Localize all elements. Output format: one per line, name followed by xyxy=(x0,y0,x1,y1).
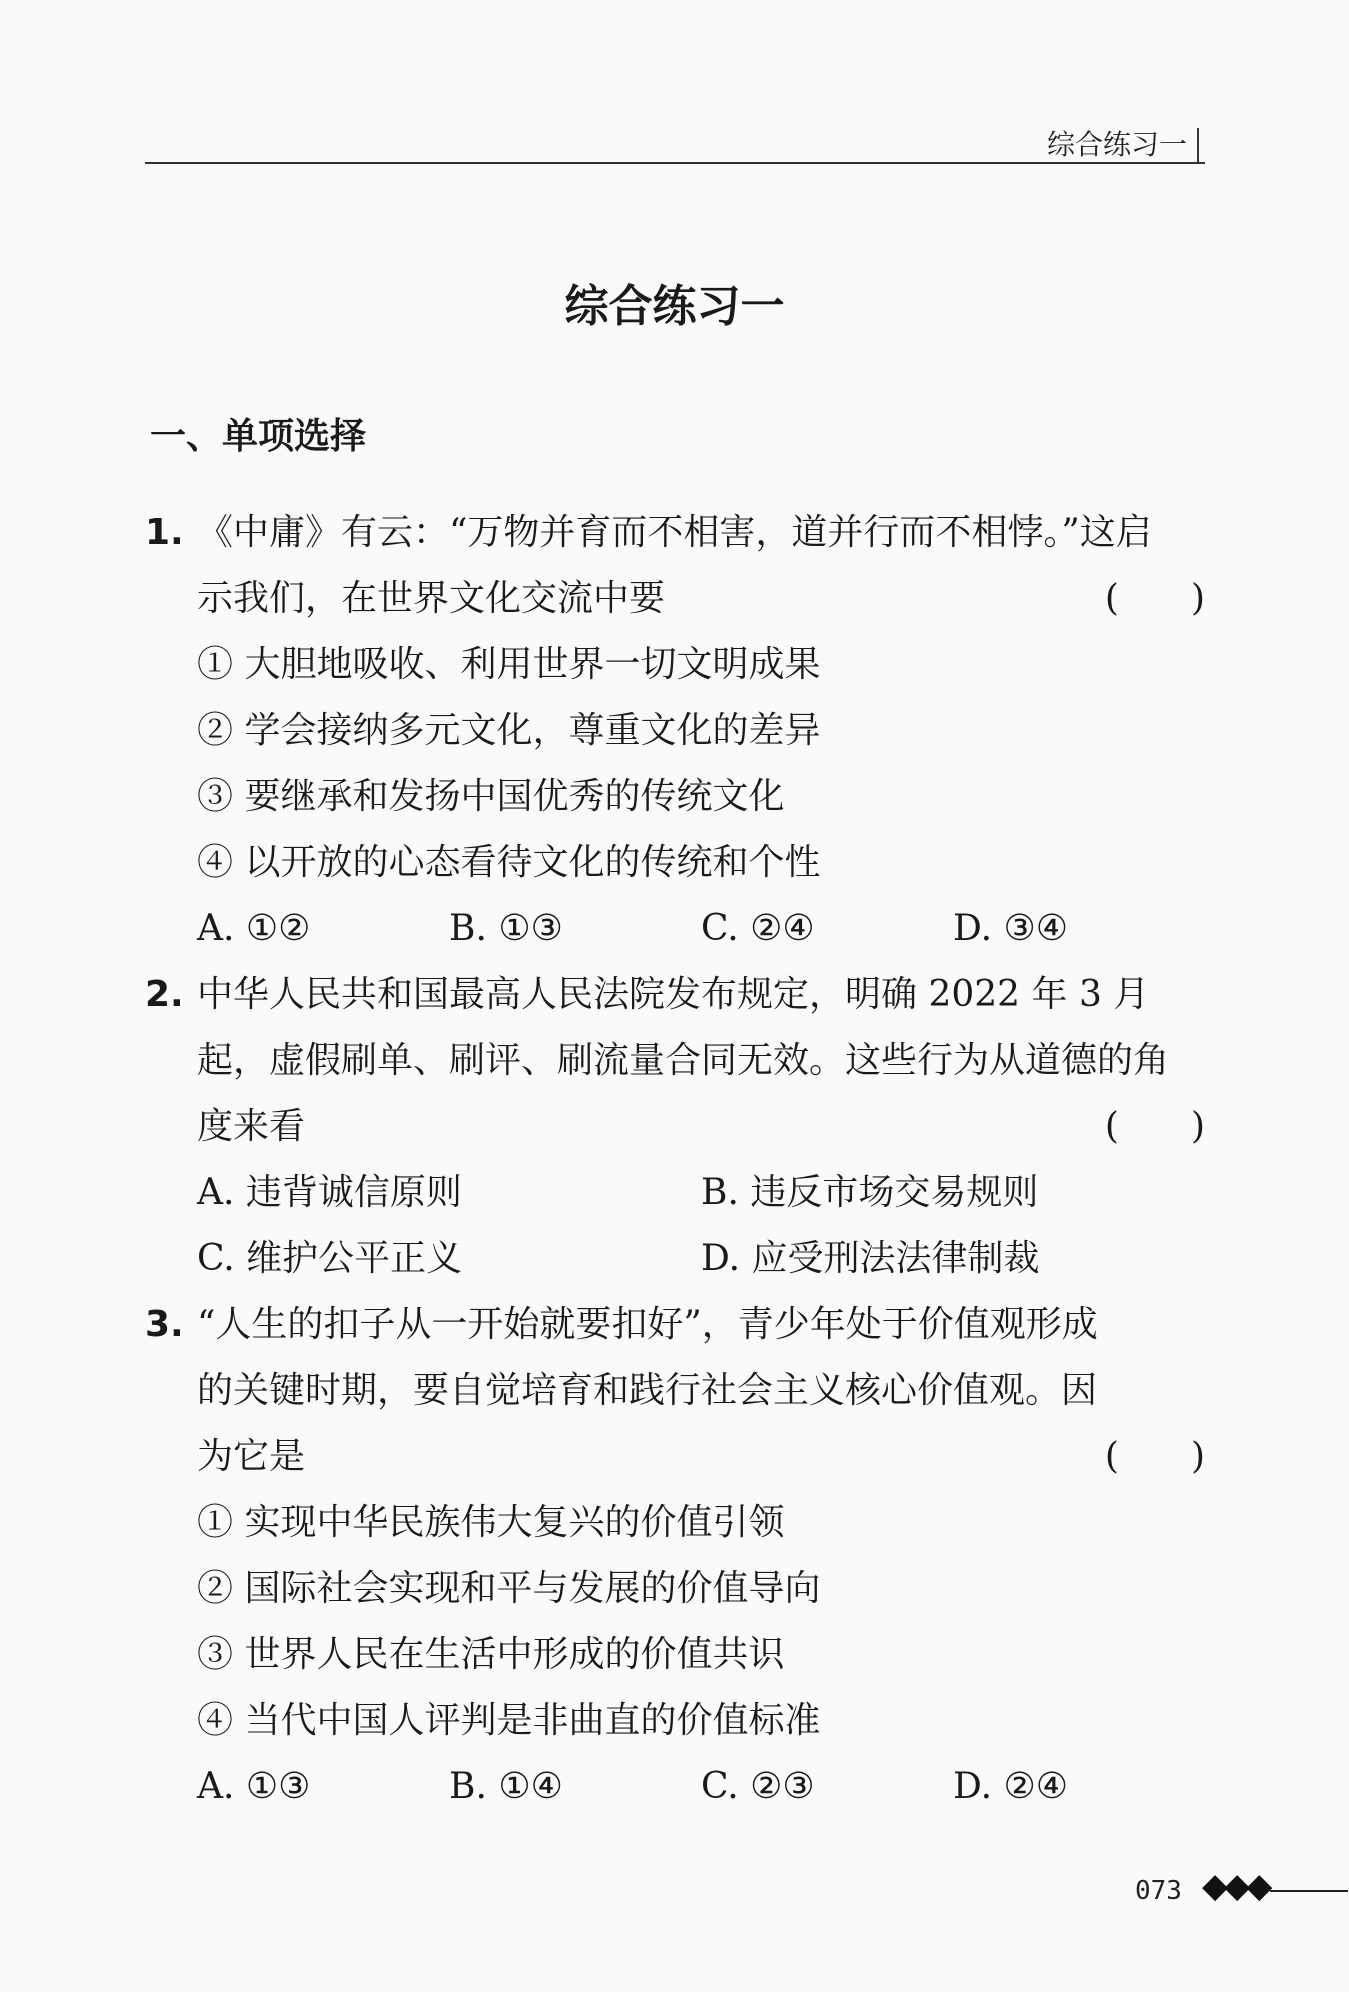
question-1 xyxy=(145,500,1205,962)
option-row xyxy=(145,1754,1205,1820)
question-text-line: 示我们，在世界文化交流中要 xyxy=(197,578,666,619)
option-d: D. ③④ xyxy=(953,908,1069,949)
option-c: C. ②③ xyxy=(701,1766,815,1807)
option-b: B. ①③ xyxy=(449,908,563,949)
statement: ④ 以开放的心态看待文化的传统和个性 xyxy=(197,842,821,883)
option-c: C. 维护公平正义 xyxy=(197,1238,463,1279)
question-2 xyxy=(145,962,1205,1292)
statement: ① 实现中华民族伟大复兴的价值引领 xyxy=(197,1502,785,1543)
answer-bracket: ( ) xyxy=(1104,578,1205,619)
question-text-line: “人生的扣子从一开始就要扣好”，青少年处于价值观形成 xyxy=(197,1304,1098,1345)
statement: ② 国际社会实现和平与发展的价值导向 xyxy=(197,1568,821,1609)
running-header: 综合练习一 xyxy=(1047,128,1199,162)
option-a: A. ①② xyxy=(197,908,311,949)
question-number: 2. xyxy=(145,974,184,1015)
header-rule xyxy=(145,162,1205,164)
question-text-line: 为它是 xyxy=(197,1436,306,1477)
question-text-line: 《中庸》有云：“万物并育而不相害，道并行而不相悖。”这启 xyxy=(197,512,1152,553)
diamond-ornament-icon: ◆◆◆ xyxy=(1202,1866,1269,1906)
statement: ③ 世界人民在生活中形成的价值共识 xyxy=(197,1634,785,1675)
statement: ② 学会接纳多元文化，尊重文化的差异 xyxy=(197,710,821,751)
answer-bracket: ( ) xyxy=(1104,1106,1205,1147)
question-number: 3. xyxy=(145,1304,184,1345)
page-number: 073 xyxy=(1135,1876,1182,1906)
question-text-line: 的关键时期，要自觉培育和践行社会主义核心价值观。因 xyxy=(197,1370,1098,1411)
footer-rule xyxy=(1270,1890,1348,1892)
option-b: B. ①④ xyxy=(449,1766,563,1807)
option-a: A. 违背诚信原则 xyxy=(197,1172,462,1213)
option-d: D. ②④ xyxy=(953,1766,1069,1807)
question-text-line: 度来看 xyxy=(197,1106,306,1147)
option-c: C. ②④ xyxy=(701,908,815,949)
option-row xyxy=(145,1160,1205,1226)
option-row xyxy=(145,896,1205,962)
question-text-line: 中华人民共和国最高人民法院发布规定，明确 2022 年 3 月 xyxy=(197,974,1150,1015)
statement: ③ 要继承和发扬中国优秀的传统文化 xyxy=(197,776,785,817)
question-number: 1. xyxy=(145,512,184,553)
answer-bracket: ( ) xyxy=(1104,1436,1205,1477)
statement: ① 大胆地吸收、利用世界一切文明成果 xyxy=(197,644,821,685)
statement: ④ 当代中国人评判是非曲直的价值标准 xyxy=(197,1700,821,1741)
question-3 xyxy=(145,1292,1205,1820)
option-b: B. 违反市场交易规则 xyxy=(701,1172,1039,1213)
option-a: A. ①③ xyxy=(197,1766,311,1807)
question-text-line: 起，虚假刷单、刷评、刷流量合同无效。这些行为从道德的角 xyxy=(197,1040,1170,1081)
section-heading: 一、单项选择 xyxy=(150,416,367,457)
option-d: D. 应受刑法法律制裁 xyxy=(701,1238,1040,1279)
page-title: 综合练习一 xyxy=(564,281,785,332)
question-list xyxy=(145,500,1205,1820)
option-row xyxy=(145,1226,1205,1292)
